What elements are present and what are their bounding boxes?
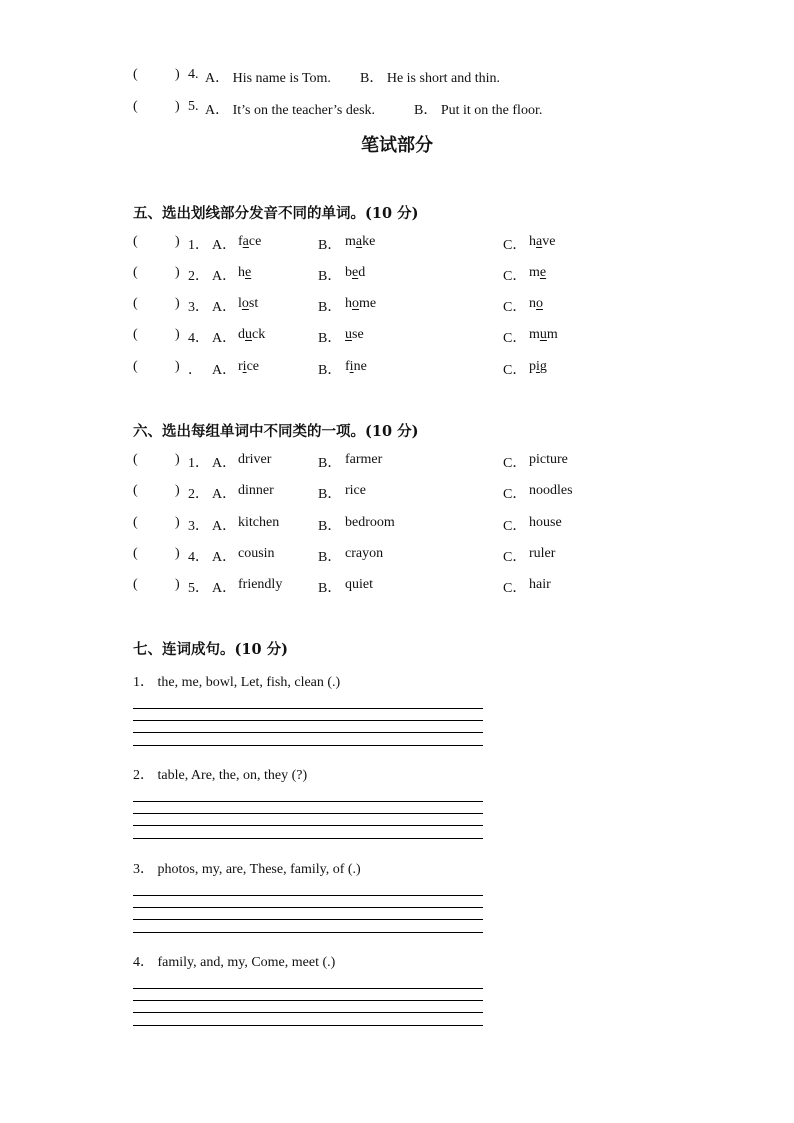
option-b-word: make <box>345 234 376 249</box>
answer-line <box>133 1012 483 1013</box>
underlined-letter: i <box>536 359 540 374</box>
option-c-word: pig <box>529 359 547 374</box>
paren-close: ) <box>175 359 180 374</box>
option-b-word: home <box>345 296 377 311</box>
option-a-word: kitchen <box>238 515 280 530</box>
paren-close: ) <box>175 327 180 342</box>
question-number: 2． <box>188 487 209 502</box>
option-b-label: B． <box>318 581 342 596</box>
option-c-word: ruler <box>529 546 556 561</box>
sentence-prompt: 4． family, and, my, Come, meet (.) <box>133 955 336 970</box>
section-7-heading: 七、连词成句。(10 分) <box>133 641 288 658</box>
paren-open: ( <box>133 515 138 530</box>
sentence-prompt: 1． the, me, bowl, Let, fish, clean (.) <box>133 675 341 690</box>
option-a-word: rice <box>238 359 259 374</box>
underlined-letter: i <box>242 359 247 374</box>
underlined-letter: e <box>352 265 359 280</box>
option-a-label: A． <box>212 456 237 471</box>
option-b-word: quiet <box>345 577 373 592</box>
option-b-label: B． <box>318 550 342 565</box>
question-number: 4． <box>188 550 209 565</box>
answer-line <box>133 895 483 896</box>
paren-open: ( <box>133 546 138 561</box>
paren-open: ( <box>133 483 138 498</box>
option-a-label: A． <box>212 363 237 378</box>
answer-line <box>133 919 483 920</box>
option-b-word: rice <box>345 483 366 498</box>
paren-close: ) <box>175 577 180 592</box>
option-c-label: C． <box>503 581 527 596</box>
option-a-label: A． <box>212 519 237 534</box>
underlined-letter: a <box>355 234 363 249</box>
paren-open: ( <box>133 359 138 374</box>
option-a-word: dinner <box>238 483 274 498</box>
option-c-label: C． <box>503 269 527 284</box>
paren-open: ( <box>133 265 138 280</box>
answer-line <box>133 825 483 826</box>
underlined-letter: o <box>241 296 249 311</box>
paren-close: ) <box>175 515 180 530</box>
paren-close: ) <box>175 452 180 467</box>
paren-close: ) <box>175 67 180 82</box>
option-a-label: A． <box>212 300 237 315</box>
option-a-word: lost <box>238 296 259 311</box>
option-c-word: picture <box>529 452 568 467</box>
option-b-label: B． <box>318 300 342 315</box>
answer-line <box>133 720 483 721</box>
option-a-word: driver <box>238 452 272 467</box>
paren-close: ) <box>175 234 180 249</box>
option-c-label: C． <box>503 550 527 565</box>
paren-open: ( <box>133 452 138 467</box>
paren-open: ( <box>133 296 138 311</box>
underlined-letter: o <box>536 296 543 311</box>
question-number: 4． <box>188 331 209 346</box>
page-title: 笔试部分 <box>361 135 433 156</box>
question-number: 4. <box>188 67 199 82</box>
option-b-label: B． <box>318 269 342 284</box>
option-a: A． It’s on the teacher’s desk. <box>205 103 376 118</box>
option-b-label: B． <box>318 363 342 378</box>
section-6-heading: 六、选出每组单词中不同类的一项。(10 分) <box>133 423 419 440</box>
underlined-letter: a <box>242 234 249 249</box>
answer-line <box>133 988 483 989</box>
sentence-prompt: 2． table, Are, the, on, they (?) <box>133 768 308 783</box>
option-a-label: A． <box>212 581 237 596</box>
option-c-label: C． <box>503 456 527 471</box>
section-5-heading: 五、选出划线部分发音不同的单词。(10 分) <box>133 205 419 222</box>
option-a-label: A． <box>212 331 237 346</box>
paren-close: ) <box>175 265 180 280</box>
option-a-word: cousin <box>238 546 275 561</box>
underlined-letter: o <box>352 296 359 311</box>
question-number: 1． <box>188 456 209 471</box>
paren-close: ) <box>175 296 180 311</box>
option-c-word: me <box>529 265 547 280</box>
question-number: ． <box>188 363 202 378</box>
option-c-word: house <box>529 515 562 530</box>
option-a-word: friendly <box>238 577 283 592</box>
paren-open: ( <box>133 327 138 342</box>
option-b-label: B． <box>318 456 342 471</box>
option-c-word: mum <box>529 327 558 342</box>
option-c-label: C． <box>503 519 527 534</box>
option-a-label: A． <box>212 269 237 284</box>
question-number: 1． <box>188 238 209 253</box>
option-b: B． Put it on the floor. <box>414 103 543 118</box>
answer-line <box>133 732 483 733</box>
option-a-word: he <box>238 265 252 280</box>
paren-close: ) <box>175 99 180 114</box>
answer-line <box>133 708 483 709</box>
underlined-letter: e <box>539 265 547 280</box>
underlined-letter: e <box>245 265 252 280</box>
option-b-word: fine <box>345 359 367 374</box>
option-c-label: C． <box>503 363 527 378</box>
question-number: 2． <box>188 269 209 284</box>
paren-open: ( <box>133 577 138 592</box>
paren-open: ( <box>133 67 138 82</box>
option-a-word: face <box>238 234 262 249</box>
paren-close: ) <box>175 483 180 498</box>
option-a-label: A． <box>212 550 237 565</box>
paren-open: ( <box>133 234 138 249</box>
option-b-word: crayon <box>345 546 384 561</box>
underlined-letter: a <box>536 234 543 249</box>
option-a: A． His name is Tom. <box>205 71 331 86</box>
sentence-prompt: 3． photos, my, are, These, family, of (.) <box>133 862 361 877</box>
option-b-word: bedroom <box>345 515 395 530</box>
answer-line <box>133 801 483 802</box>
option-c-label: C． <box>503 238 527 253</box>
question-number: 5. <box>188 99 199 114</box>
question-number: 5． <box>188 581 209 596</box>
option-b-word: bed <box>345 265 366 280</box>
underlined-letter: i <box>349 359 354 374</box>
option-b-label: B． <box>318 331 342 346</box>
option-b-label: B． <box>318 487 342 502</box>
answer-line <box>133 813 483 814</box>
option-b-word: use <box>345 327 364 342</box>
answer-line <box>133 1025 483 1026</box>
paren-close: ) <box>175 546 180 561</box>
underlined-letter: u <box>245 327 252 342</box>
question-number: 3． <box>188 519 209 534</box>
answer-line <box>133 907 483 908</box>
option-c-label: C． <box>503 331 527 346</box>
answer-line <box>133 932 483 933</box>
answer-line <box>133 745 483 746</box>
option-b: B． He is short and thin. <box>360 71 500 86</box>
option-a-label: A． <box>212 487 237 502</box>
answer-line <box>133 838 483 839</box>
option-b-label: B． <box>318 519 342 534</box>
option-c-word: have <box>529 234 556 249</box>
paren-open: ( <box>133 99 138 114</box>
option-a-label: A． <box>212 238 237 253</box>
question-number: 3． <box>188 300 209 315</box>
answer-line <box>133 1000 483 1001</box>
option-c-label: C． <box>503 487 527 502</box>
underlined-letter: u <box>345 327 352 342</box>
option-c-word: noodles <box>529 483 573 498</box>
option-c-word: no <box>529 296 543 311</box>
option-b-word: farmer <box>345 452 383 467</box>
option-b-label: B． <box>318 238 342 253</box>
underlined-letter: u <box>539 327 547 342</box>
option-c-word: hair <box>529 577 551 592</box>
option-c-label: C． <box>503 300 527 315</box>
option-a-word: duck <box>238 327 266 342</box>
